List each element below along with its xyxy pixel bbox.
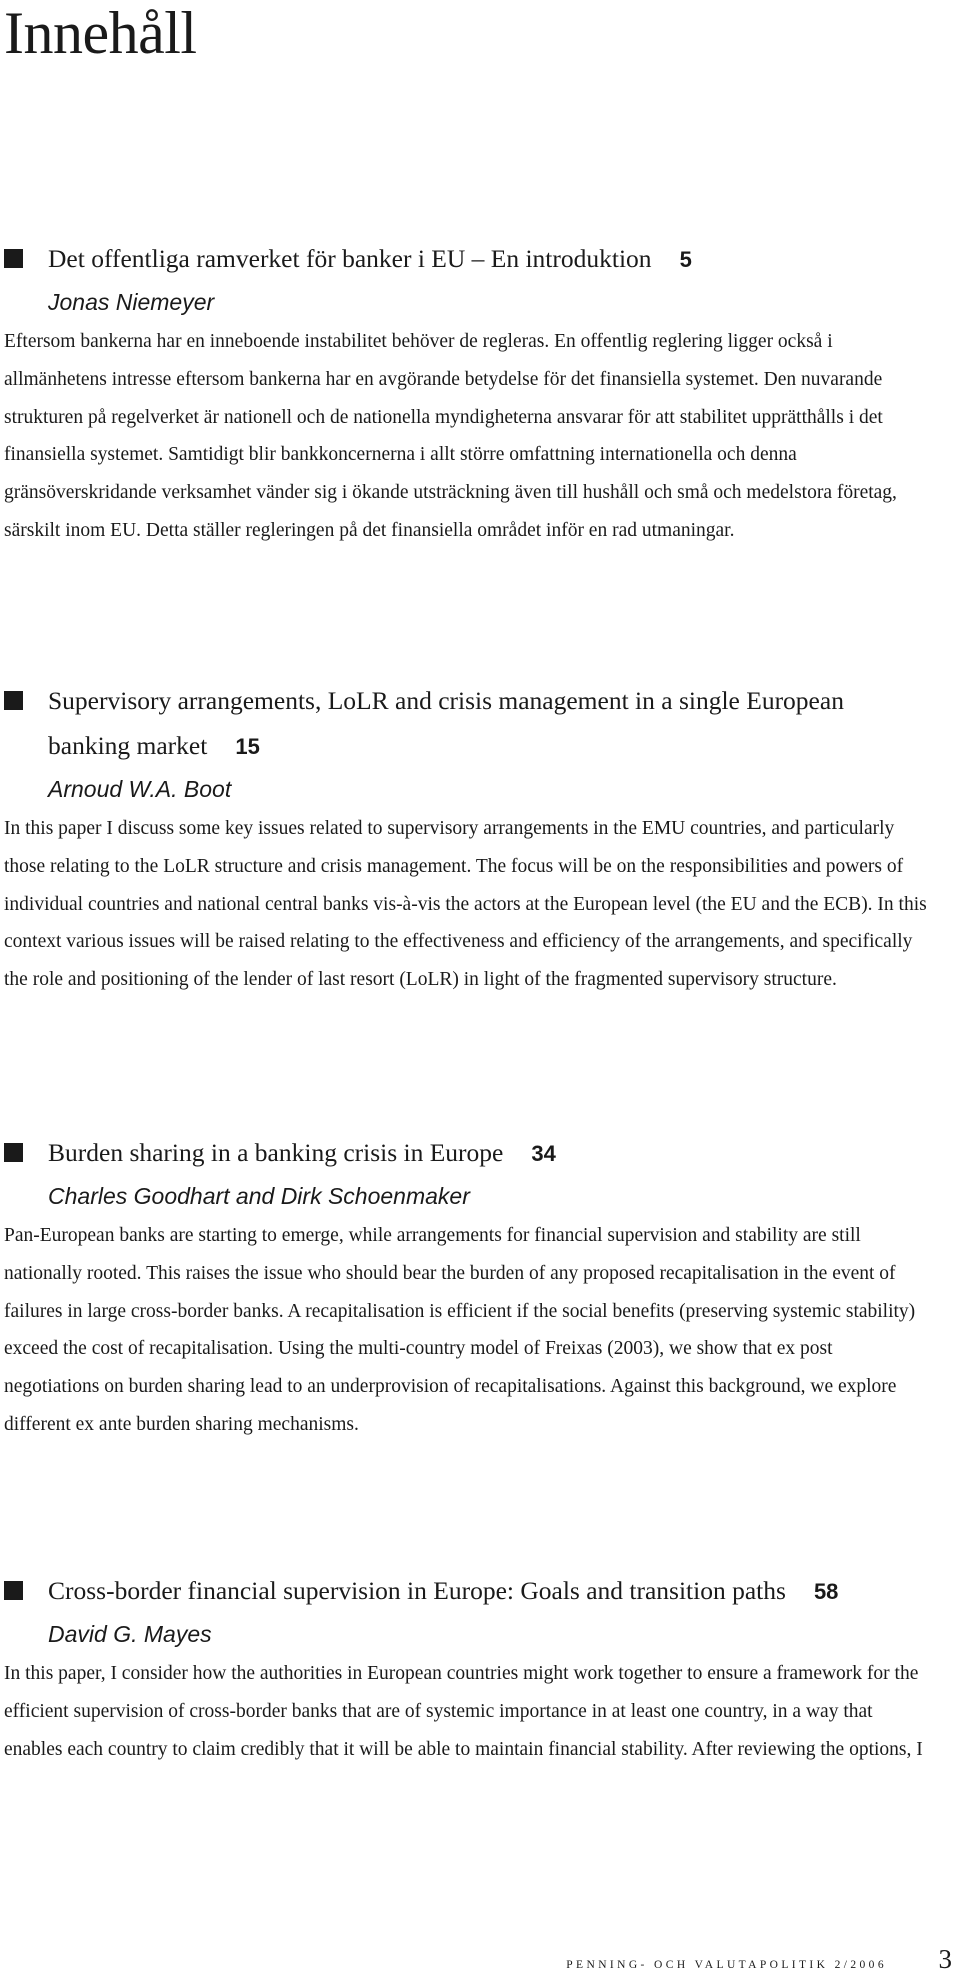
entry-heading[interactable] [0,236,930,282]
entry-author: David G. Mayes [48,1621,212,1647]
toc-entry [0,1568,930,1768]
entry-page-number: 58 [813,1579,839,1604]
entry-heading[interactable] [0,1568,930,1614]
page-title: Innehåll [4,0,197,66]
entry-author: Arnoud W.A. Boot [48,776,232,802]
entry-author: Jonas Niemeyer [48,289,215,315]
toc-entry [0,1130,930,1444]
entry-heading[interactable] [0,1130,930,1176]
footer-page-number: 3 [938,1944,952,1974]
square-bullet-icon [4,691,23,710]
entry-page-number: 15 [235,734,260,759]
entry-title: Burden sharing in a banking crisis in Europe [48,1138,504,1167]
entry-title: Cross-border financial supervision in Europe: Goals and transition paths [48,1576,786,1605]
footer-journal-name: PENNING- OCH VALUTAPOLITIK 2/2006 [566,1959,887,1971]
toc-entry [0,236,930,550]
square-bullet-icon [4,249,23,268]
entry-abstract: Pan-European banks are starting to emerge, while arrangements for financial supervision and stability are still nationally rooted. This raises the issue who should bear the burden of any proposed recapitalisation in the event of failures in large cross-border banks. A recapitalisation is efficient if the social benefits (preserving systemic stability) exceed the cost of recapitalisation. Using the multi-country model of Freixas (2003), we show that ex post negotiations on burden sharing lead to an underprovision of recapitalisations. Against this background, we explore different ex ante burden sharing mechanisms. [4,1225,916,1435]
toc-entry [0,678,930,999]
entry-page-number: 34 [531,1141,556,1166]
entry-page-number: 5 [679,247,692,272]
entry-abstract: In this paper I discuss some key issues related to supervisory arrangements in the EMU countries, and particularly those relating to the LoLR structure and crisis management. The focus will be on the responsibilities and powers of individual countries and national central banks vis-à-vis the actors at the European level (the EU and the ECB). In this context various issues will be raised relating to the effectiveness and efficiency of the arrangements, and specifically the role and positioning of the lender of last resort (LoLR) in light of the fragmented supervisory structure. [4,818,927,991]
entry-abstract: Eftersom bankerna har en inneboende instabilitet behöver de regleras. En offentlig reglering ligger också i allmänhetens intresse eftersom bankerna har en avgörande betydelse för det finansiella systemet. Den nuvarande strukturen på regelverket är nationell och de nationella myndigheterna ansvarar för att stabilitet upprätthålls i det finansiella systemet. Samtidigt blir bankkoncernerna i allt större omfattning internationella och denna gränsöverskridande verksamhet vänder sig i ökande utsträckning även till hushåll och små och medelstora företag, särskilt inom EU. Detta ställer regleringen på det finansiella området inför en rad utmaningar. [4,331,897,541]
entry-abstract: In this paper, I consider how the authorities in European countries might work together to ensure a framework for the efficient supervision of cross-border banks that are of systemic importance in at least one country, in a way that enables each country to claim credibly that it will be able to maintain financial stability. After reviewing the options, I [4,1663,923,1760]
entry-title: Supervisory arrangements, LoLR and crisis management in a single European banking market [48,686,844,760]
entry-title: Det offentliga ramverket för banker i EU – En introduktion [48,244,652,273]
entry-heading[interactable] [0,678,930,769]
entry-author: Charles Goodhart and Dirk Schoenmaker [48,1183,470,1209]
square-bullet-icon [4,1581,23,1600]
square-bullet-icon [4,1143,23,1162]
